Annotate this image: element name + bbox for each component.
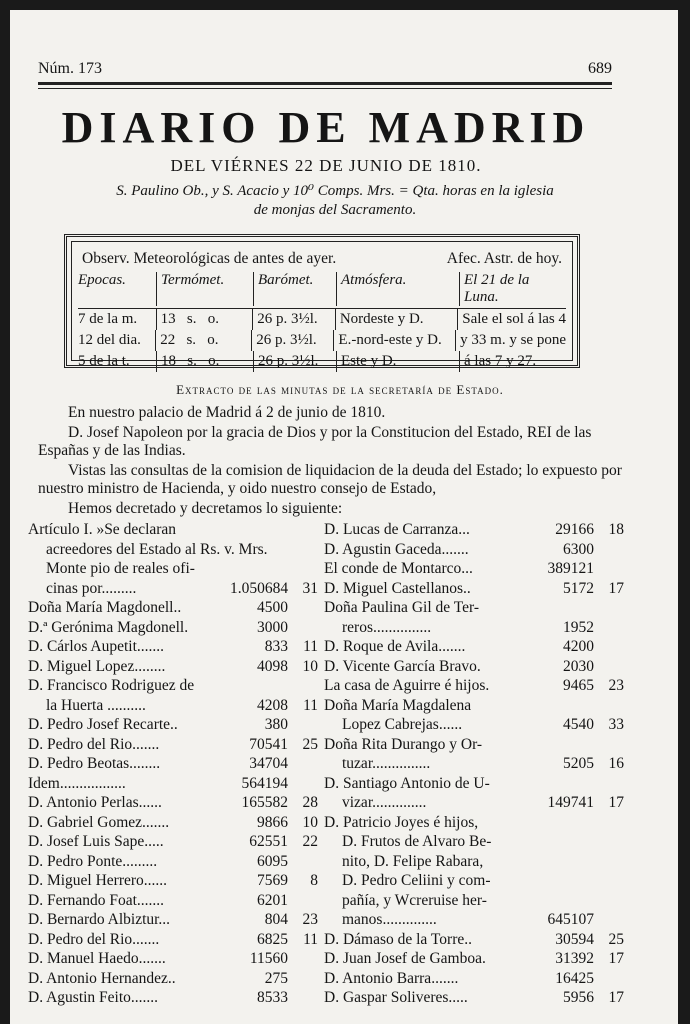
amount-maravedis: 28 — [302, 794, 318, 811]
creditor-name: D. Antonio Perlas...... — [28, 794, 162, 811]
amount-maravedis — [594, 969, 624, 989]
list-item — [28, 813, 318, 833]
list-item — [324, 871, 624, 891]
amount-maravedis — [594, 910, 624, 930]
list-item — [324, 598, 624, 618]
list-item — [324, 754, 624, 774]
list-item — [28, 891, 318, 911]
amount-reales: 9866 — [257, 813, 288, 831]
amount-reales: 34704 — [249, 755, 288, 772]
issue-date: DEL VIÉRNES 22 DE JUNIO DE 1810. — [170, 156, 482, 175]
creditor-name: Doña María Magdonell.. — [28, 599, 182, 616]
left-column — [28, 520, 318, 1008]
amount-maravedis: 16 — [608, 755, 624, 772]
amount-reales: 7569 — [257, 872, 288, 889]
list-item — [28, 579, 318, 599]
amount-reales: 11560 — [249, 950, 288, 967]
creditor-name: D. Pedro Celiini y com- — [342, 872, 491, 889]
creditor-name: Artículo I. »Se declaran — [28, 521, 177, 538]
creditor-name: D. Antonio Barra....... — [324, 969, 459, 987]
paragraph-vistas: Vistas las consultas de la comision de liquidacion de la deuda del Estado; lo expuesto por nuestro ministro de Hacienda, y oido nuestro consejo de Estado, — [38, 462, 622, 497]
saints-line-1: S. Paulino Ob., y S. Acacio y 10⁰ Comps. Mrs. = Qta. horas en la iglesia — [116, 183, 554, 199]
amount-reales: 6095 — [257, 852, 288, 870]
list-item — [324, 852, 624, 872]
list-item — [324, 735, 624, 755]
amount-maravedis: 25 — [302, 735, 318, 753]
newspaper-page — [10, 10, 678, 1024]
amount-reales: 275 — [264, 969, 288, 987]
col-termometro: Termómet. — [156, 272, 253, 306]
creditor-name: D. Frutos de Alvaro Be- — [342, 833, 492, 850]
amount-reales: 833 — [264, 638, 288, 655]
list-item — [28, 696, 318, 716]
meteo-heading-left: Observ. Meteorológicas de antes de ayer. — [82, 250, 337, 267]
amount-maravedis — [594, 657, 624, 677]
creditor-name: D. Fernando Foat....... — [28, 891, 165, 909]
amount-reales: 6300 — [563, 540, 594, 558]
creditor-name: Monte pio de reales ofi- — [46, 560, 195, 577]
amount-maravedis — [594, 637, 624, 657]
creditor-name: Doña Paulina Gil de Ter- — [324, 599, 479, 616]
saints-line — [40, 182, 630, 220]
amount-reales — [536, 774, 594, 794]
meteo-cell-epoca: 7 de la m. — [78, 311, 138, 327]
meteo-cell-atmos: Nordeste y D. — [335, 309, 457, 330]
masthead-title: DIARIO DE MADRID — [61, 103, 591, 152]
creditor-name: manos.............. — [342, 911, 437, 928]
meteo-rows — [78, 309, 566, 372]
meteo-cell-termo: 18 s. o. — [156, 351, 253, 372]
creditor-name: cinas por......... — [46, 579, 137, 597]
list-item — [28, 540, 318, 560]
amount-reales: 4208 — [257, 696, 288, 714]
creditor-name: D. Agustin Gaceda....... — [324, 540, 469, 558]
list-item — [324, 969, 624, 989]
creditor-name: D. Cárlos Aupetit....... — [28, 638, 165, 655]
meteo-cell-luna: Sale el sol á las 4 — [457, 309, 566, 330]
creditor-name: D. Juan Josef de Gamboa. — [324, 950, 486, 967]
list-item — [324, 715, 624, 735]
creditor-name: D. Roque de Avila....... — [324, 638, 466, 655]
amount-maravedis — [594, 559, 624, 579]
list-item — [28, 910, 318, 930]
list-item — [28, 559, 318, 579]
amount-reales: 6825 — [257, 930, 288, 948]
amount-maravedis — [288, 715, 318, 735]
creditor-name: D. Pedro del Rio....... — [28, 735, 160, 753]
amount-maravedis — [594, 618, 624, 638]
amount-reales: 5205 — [563, 755, 594, 772]
amount-reales: 4200 — [563, 638, 594, 655]
amount-reales: 5172 — [563, 579, 594, 597]
meteo-cell-atmos: E.-nord-este y D. — [333, 330, 455, 351]
creditor-name: D. Josef Luis Sape..... — [28, 833, 164, 850]
amount-maravedis — [594, 813, 624, 833]
list-item — [324, 637, 624, 657]
amount-maravedis — [288, 852, 318, 872]
amount-reales: 30594 — [555, 930, 594, 948]
paragraph-decreto: Hemos decretado y decretamos lo siguiente: — [68, 500, 343, 517]
amount-reales: 9465 — [563, 677, 594, 694]
col-atmosfera: Atmósfera. — [336, 272, 459, 306]
list-item — [28, 598, 318, 618]
list-item — [28, 871, 318, 891]
amount-maravedis — [594, 852, 624, 872]
list-item — [28, 949, 318, 969]
list-item — [324, 988, 624, 1008]
amount-maravedis — [594, 891, 624, 911]
list-item — [28, 793, 318, 813]
list-item — [324, 696, 624, 716]
list-item — [28, 715, 318, 735]
creditor-name: Idem................. — [28, 774, 126, 792]
list-item — [324, 579, 624, 599]
amount-maravedis: 10 — [302, 657, 318, 675]
amount-maravedis: 22 — [302, 833, 318, 850]
amount-maravedis — [288, 988, 318, 1008]
list-item — [324, 832, 624, 852]
amount-reales: 645107 — [547, 911, 594, 928]
section-heading: Extracto de las minutas de la secretaría de Estado. — [176, 382, 504, 397]
creditor-name: Lopez Cabrejas...... — [342, 716, 463, 733]
list-item — [28, 852, 318, 872]
creditor-name: tuzar............... — [342, 755, 431, 772]
list-item — [324, 559, 624, 579]
list-item — [324, 813, 624, 833]
amount-reales: 4098 — [257, 657, 288, 675]
list-item — [28, 520, 318, 540]
creditor-name: pañía, y Wcreruise her- — [342, 891, 487, 909]
list-item — [28, 637, 318, 657]
amount-reales: 29166 — [555, 521, 594, 538]
amount-reales — [230, 520, 288, 540]
meteo-row — [78, 351, 566, 372]
list-item — [324, 540, 624, 560]
amount-maravedis: 33 — [608, 716, 624, 733]
list-item — [28, 832, 318, 852]
meteo-cell-termo: 13 s. o. — [156, 309, 253, 330]
amount-maravedis: 11 — [303, 930, 318, 948]
creditor-name: D.ª Gerónima Magdonell. — [28, 618, 189, 636]
list-item — [324, 949, 624, 969]
list-item — [324, 676, 624, 696]
amount-maravedis — [288, 969, 318, 989]
col-epocas: Epocas. — [78, 272, 126, 288]
amount-maravedis: 17 — [608, 950, 624, 967]
list-item — [28, 735, 318, 755]
creditor-name: D. Gaspar Soliveres..... — [324, 989, 468, 1006]
list-item — [324, 930, 624, 950]
list-item — [324, 910, 624, 930]
creditor-name: D. Pedro Ponte......... — [28, 852, 158, 870]
creditor-name: D. Antonio Hernandez.. — [28, 969, 176, 987]
creditor-name: El conde de Montarco... — [324, 560, 473, 577]
amount-maravedis: 25 — [608, 930, 624, 948]
amount-maravedis — [594, 735, 624, 755]
amount-maravedis: 11 — [303, 696, 318, 714]
list-item — [28, 969, 318, 989]
creditor-name: vizar.............. — [342, 794, 427, 811]
amount-reales — [536, 598, 594, 618]
header-rule-thin — [38, 88, 612, 89]
amount-reales: 5956 — [563, 989, 594, 1006]
paragraph-king: D. Josef Napoleon por la gracia de Dios y por la Constitucion del Estado, REI de las Españas y de las Indias. — [38, 424, 592, 459]
amount-maravedis: 23 — [302, 911, 318, 928]
amount-maravedis — [288, 676, 318, 696]
amount-reales: 389121 — [547, 560, 594, 577]
amount-maravedis: 10 — [302, 813, 318, 831]
amount-reales: 1.050684 — [230, 579, 289, 597]
amount-maravedis: 17 — [608, 989, 624, 1006]
amount-reales — [536, 852, 594, 872]
creditor-name: La casa de Aguirre é hijos. — [324, 677, 490, 694]
header-rule — [38, 82, 612, 85]
creditor-name: D. Miguel Lopez........ — [28, 657, 166, 675]
list-item — [28, 754, 318, 774]
creditor-name: Doña María Magdalena — [324, 696, 472, 714]
list-item — [324, 774, 624, 794]
amount-maravedis — [288, 618, 318, 638]
amount-maravedis: 31 — [302, 579, 318, 597]
amount-reales: 4500 — [257, 599, 288, 616]
amount-reales: 1952 — [563, 618, 594, 636]
amount-maravedis — [288, 891, 318, 911]
creditor-name: D. Dámaso de la Torre.. — [324, 930, 472, 948]
amount-maravedis — [288, 520, 318, 540]
amount-maravedis — [594, 774, 624, 794]
meteo-heading — [78, 242, 566, 272]
list-item — [28, 988, 318, 1008]
amount-reales: 380 — [264, 716, 288, 733]
amount-maravedis: 23 — [608, 677, 624, 694]
creditor-name: acreedores del Estado al Rs. v. Mrs. — [46, 540, 268, 558]
amount-maravedis — [288, 774, 318, 794]
amount-maravedis: 11 — [303, 638, 318, 655]
amount-reales: 165582 — [241, 794, 288, 811]
creditor-name: D. Manuel Haedo....... — [28, 950, 166, 967]
amount-maravedis — [288, 949, 318, 969]
amount-maravedis — [288, 598, 318, 618]
amount-reales: 70541 — [249, 735, 288, 753]
creditor-name: D. Gabriel Gomez....... — [28, 813, 170, 831]
amount-reales — [230, 559, 288, 579]
creditor-name: D. Lucas de Carranza... — [324, 521, 470, 538]
amount-reales: 16425 — [555, 969, 594, 987]
amount-maravedis: 17 — [608, 794, 624, 811]
amount-reales — [536, 891, 594, 911]
amount-maravedis — [288, 754, 318, 774]
amount-maravedis — [594, 540, 624, 560]
creditor-name: D. Santiago Antonio de U- — [324, 774, 490, 792]
meteo-cell-luna: á las 7 y 27. — [459, 351, 566, 372]
meteo-cell-baro: 26 p. 3½l. — [252, 309, 335, 330]
amount-reales: 31392 — [555, 950, 594, 967]
creditor-name: nito, D. Felipe Rabara, — [342, 852, 484, 870]
right-column — [324, 520, 624, 1008]
creditor-name: Doña Rita Durango y Or- — [324, 735, 483, 753]
amount-reales: 3000 — [257, 618, 288, 636]
meteo-cell-termo: 22 s. o. — [155, 330, 251, 351]
amount-reales — [536, 813, 594, 833]
amount-maravedis — [594, 871, 624, 891]
meteo-cell-epoca: 5 de la t. — [78, 353, 130, 369]
list-item — [28, 774, 318, 794]
amount-reales — [268, 540, 301, 560]
meteo-cell-atmos: Este y D. — [336, 351, 459, 372]
col-luna: El 21 de la Luna. — [459, 272, 566, 306]
amount-reales: 8533 — [257, 989, 288, 1006]
issue-number: Núm. 173 — [38, 60, 102, 77]
creditor-name: D. Pedro Beotas........ — [28, 755, 161, 772]
col-barometro: Barómet. — [253, 272, 336, 306]
list-item — [324, 657, 624, 677]
meteo-cell-baro: 26 p. 3½l. — [251, 330, 333, 351]
creditor-name: D. Patricio Joyes é hijos, — [324, 813, 479, 831]
meteo-cell-baro: 26 p. 3½l. — [253, 351, 336, 372]
list-item — [324, 891, 624, 911]
creditor-name: reros............... — [342, 618, 432, 636]
creditor-name: D. Francisco Rodriguez de — [28, 677, 195, 694]
creditor-name: D. Pedro del Rio....... — [28, 930, 160, 948]
amount-reales: 2030 — [563, 657, 594, 675]
meteo-heading-right: Afec. Astr. de hoy. — [446, 250, 562, 267]
amount-maravedis — [301, 540, 318, 560]
meteo-columns — [78, 272, 566, 309]
list-item — [28, 657, 318, 677]
amount-reales: 4540 — [563, 716, 594, 733]
list-item — [324, 618, 624, 638]
meteo-cell-epoca: 12 del dia. — [78, 332, 141, 348]
list-item — [324, 793, 624, 813]
amount-reales — [536, 735, 594, 755]
amount-reales — [230, 676, 288, 696]
amount-maravedis: 18 — [608, 521, 624, 538]
amount-maravedis — [594, 598, 624, 618]
amount-reales — [536, 696, 594, 716]
meteo-table — [64, 234, 580, 368]
saints-line-2: de monjas del Sacramento. — [253, 202, 417, 218]
creditor-name: la Huerta .......... — [46, 696, 146, 714]
amount-maravedis — [594, 696, 624, 716]
amount-reales: 62551 — [249, 833, 288, 850]
list-item — [28, 618, 318, 638]
amount-reales: 6201 — [257, 891, 288, 909]
creditor-name: D. Agustin Feito....... — [28, 989, 159, 1006]
amount-maravedis: 17 — [608, 579, 624, 597]
creditor-name: D. Miguel Herrero...... — [28, 872, 168, 889]
amount-reales: 564194 — [241, 774, 288, 792]
amount-reales: 804 — [264, 911, 288, 928]
amount-maravedis — [288, 559, 318, 579]
list-item — [324, 520, 624, 540]
amount-maravedis — [594, 832, 624, 852]
amount-reales: 149741 — [547, 794, 594, 811]
meteo-cell-luna: y 33 m. y se pone — [455, 330, 566, 351]
meteo-row — [78, 330, 566, 351]
list-item — [28, 930, 318, 950]
amount-reales — [536, 871, 594, 891]
creditor-name: D. Bernardo Albiztur... — [28, 911, 171, 928]
list-item — [28, 676, 318, 696]
amount-maravedis: 8 — [310, 872, 318, 889]
creditor-name: D. Vicente García Bravo. — [324, 657, 481, 675]
creditor-name: D. Miguel Castellanos.. — [324, 579, 471, 597]
paragraph-place: En nuestro palacio de Madrid á 2 de junio de 1810. — [68, 404, 386, 421]
meteo-row — [78, 309, 566, 330]
page-number: 689 — [588, 60, 612, 77]
creditor-name: D. Pedro Josef Recarte.. — [28, 716, 178, 733]
amount-reales — [536, 832, 594, 852]
